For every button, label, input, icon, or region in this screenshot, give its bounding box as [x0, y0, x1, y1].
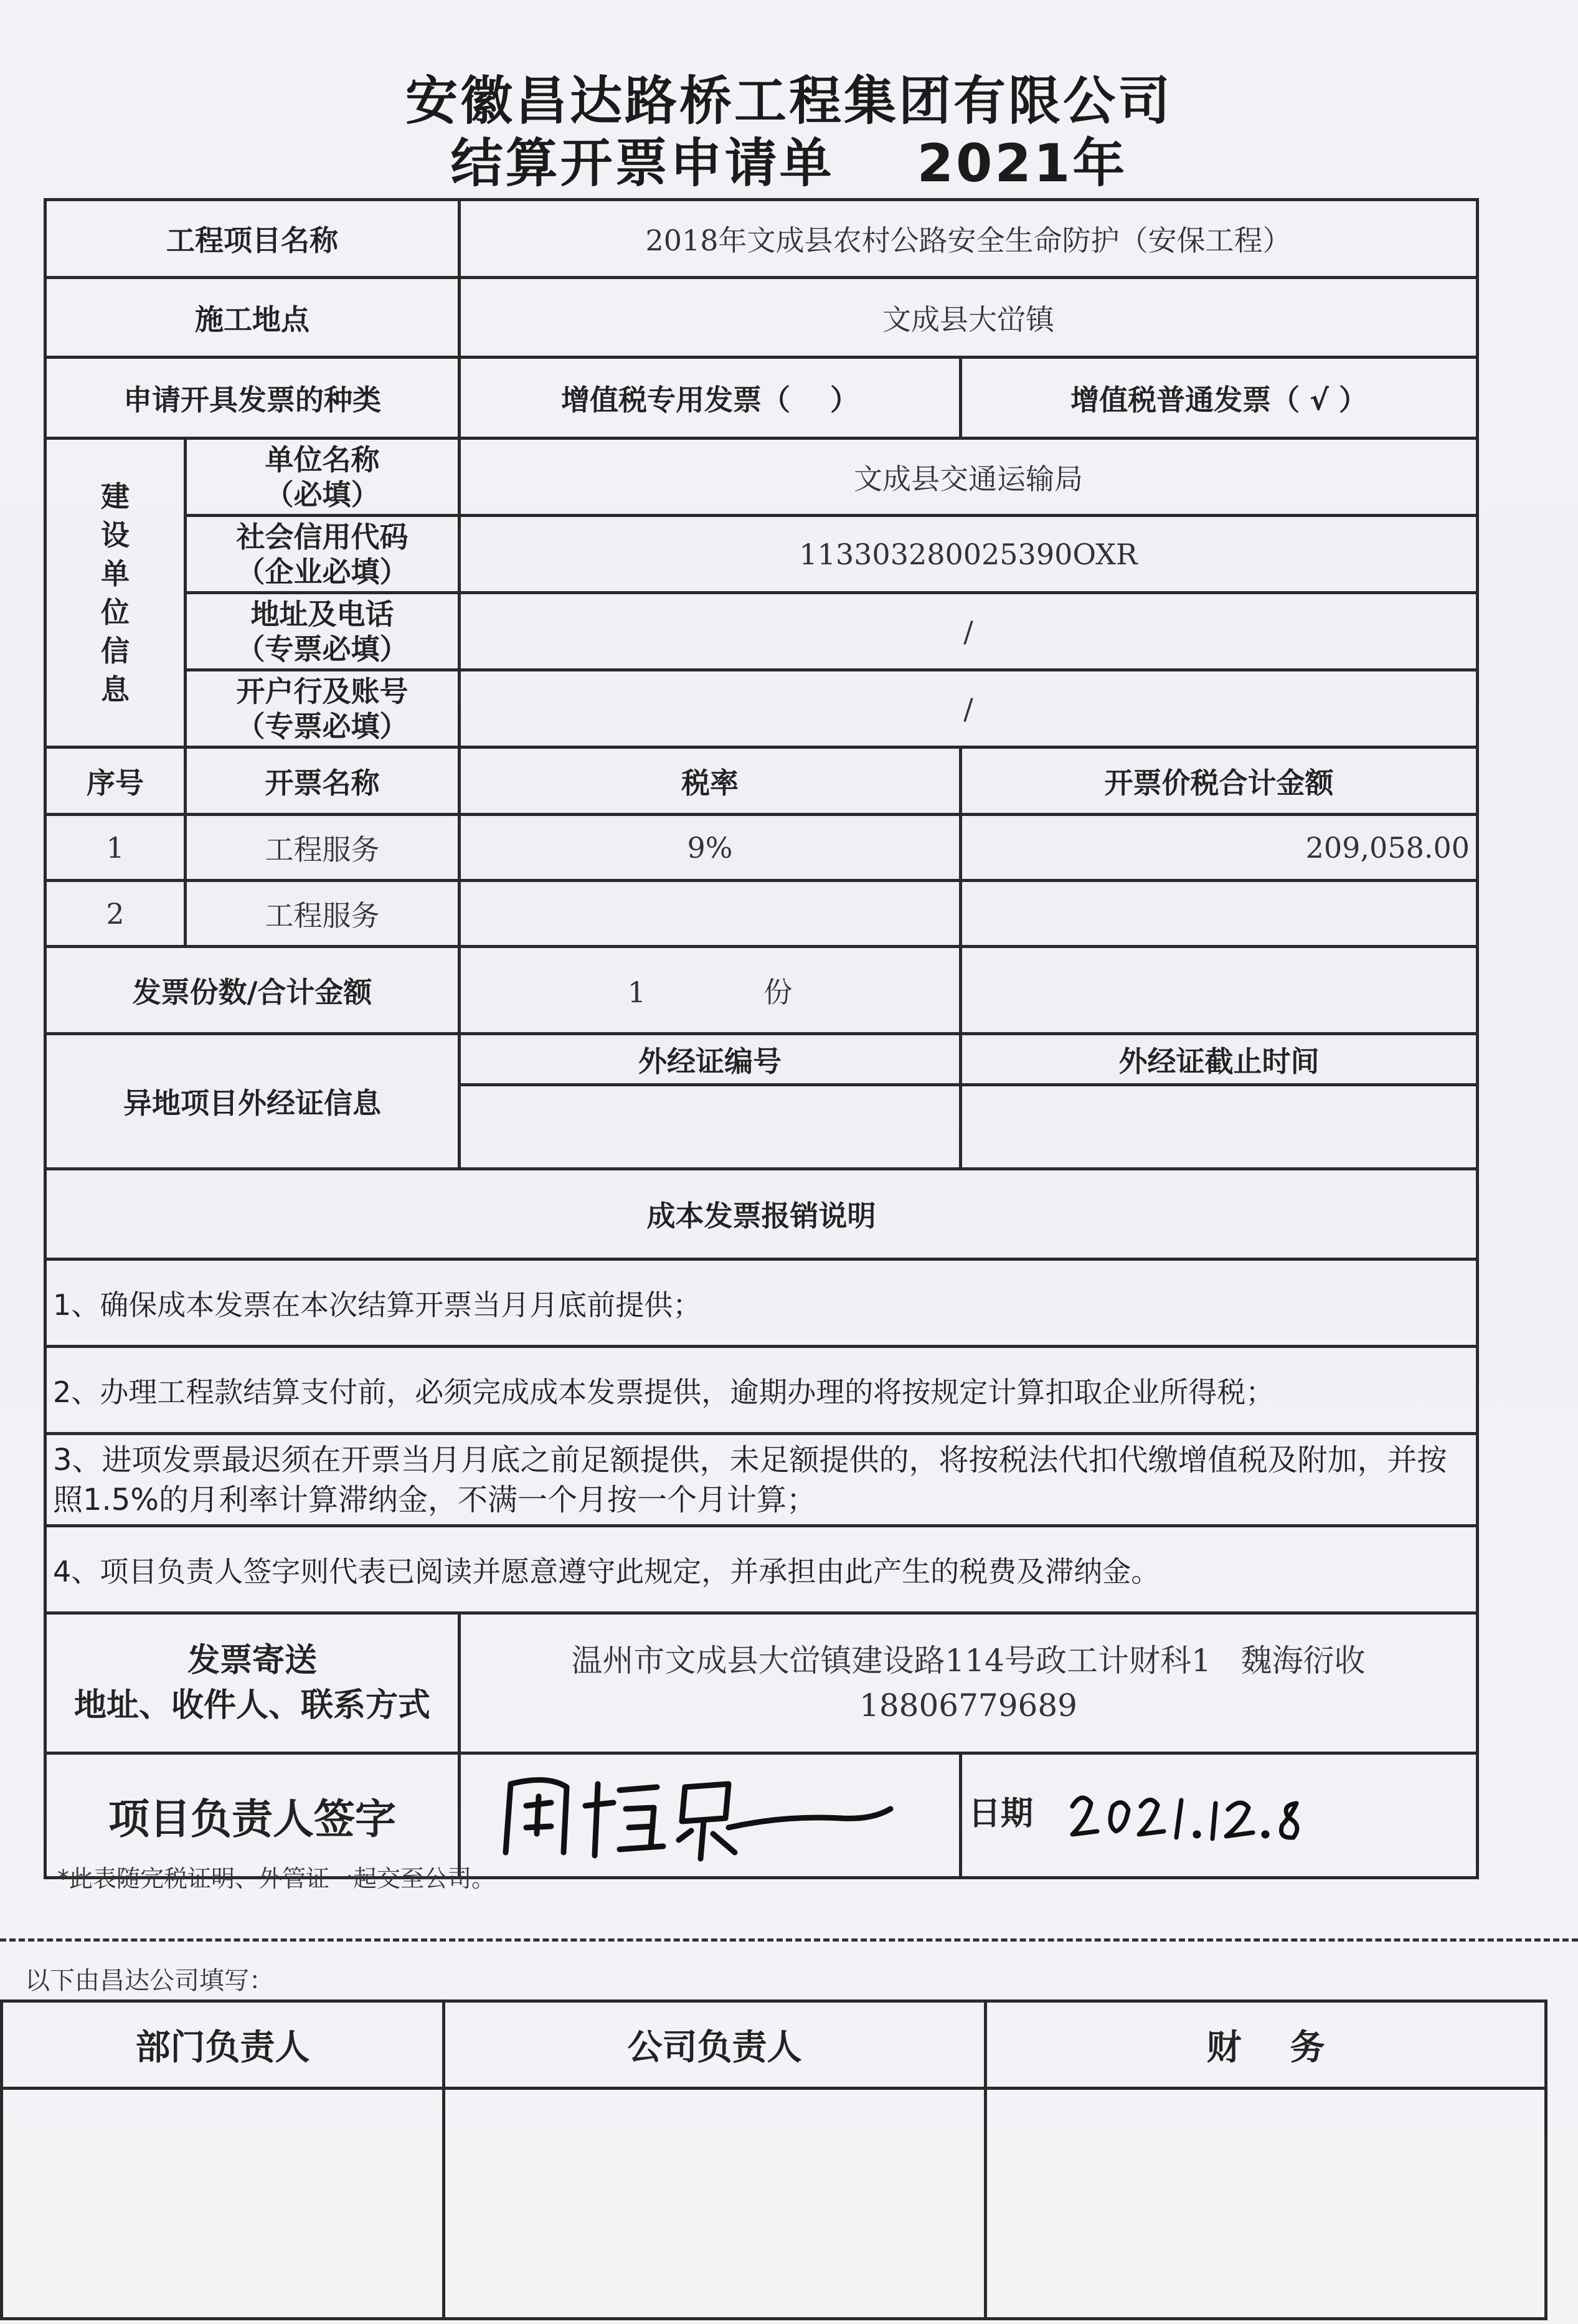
- address-phone-value: /: [460, 593, 1478, 670]
- company-section-intro: 以下由昌达公司填写：: [25, 1966, 274, 1995]
- handwritten-date: [1063, 1781, 1331, 1850]
- table-row: [45, 815, 1478, 881]
- special-invoice-option[interactable]: 增值税专用发票（ ）: [460, 358, 961, 439]
- credit-code-value: 113303280025390OXR: [460, 516, 1478, 593]
- cost-invoice-title-row: [45, 1169, 1478, 1259]
- total-amount-value: [961, 947, 1478, 1034]
- project-name-value: 2018年文成县农村公路安全生命防护（安保工程）: [460, 200, 1478, 278]
- company-title: 安徽昌达路桥工程集团有限公司: [405, 70, 1173, 131]
- mailing-label: 发票寄送 地址、收件人、联系方式: [45, 1613, 460, 1753]
- builder-row-bank: [45, 670, 1478, 747]
- signature-label: 项目负责人签字: [45, 1753, 460, 1878]
- mailing-row: [45, 1613, 1478, 1753]
- footnote: *此表随完税证明、外管证一起交至公司。: [57, 1865, 496, 1892]
- note-row: [45, 1347, 1478, 1434]
- site-label: 施工地点: [45, 278, 460, 358]
- builder-group-label: 建设单位信息: [45, 439, 186, 747]
- handwritten-signature: [492, 1759, 928, 1865]
- project-name-label: 工程项目名称: [45, 200, 460, 278]
- company-approval-table: [0, 1999, 1547, 2320]
- note-2: 2、办理工程款结算支付前，必须完成成本发票提供，逾期办理的将按规定计算扣取企业所得税；: [45, 1347, 1478, 1434]
- note-3: 3、进项发票最迟须在开票当月月底之前足额提供，未足额提供的，将按税法代扣代缴增值税及附加，并按照1.5%的月利率计算滞纳金，不满一个月按一个月计算；: [45, 1434, 1478, 1526]
- builder-row-address: [45, 593, 1478, 670]
- invoice-type-label: 申请开具发票的种类: [45, 358, 460, 439]
- mailing-phone: 18806779689: [859, 1687, 1077, 1724]
- col-header-name: 开票名称: [186, 747, 460, 815]
- mailing-address: 温州市文成县大峃镇建设路114号政工计财科1 魏海衍收: [571, 1643, 1366, 1679]
- col-header-rate: 税率: [460, 747, 961, 815]
- item-name: 工程服务: [186, 815, 460, 881]
- item-amount: 209,058.00: [961, 815, 1478, 881]
- outside-cert-number-label: 外经证编号: [460, 1034, 961, 1085]
- totals-label: 发票份数/合计金额: [45, 947, 460, 1034]
- item-no: 2: [45, 881, 186, 947]
- signature-field[interactable]: [460, 1753, 961, 1878]
- outside-cert-header-row: [45, 1034, 1478, 1085]
- item-rate: [460, 881, 961, 947]
- items-header-row: [45, 747, 1478, 815]
- bank-account-label: 开户行及账号 （专票必填）: [186, 670, 460, 747]
- company-head-header: 公司负责人: [444, 2001, 986, 2089]
- item-amount: [961, 881, 1478, 947]
- site-row: [45, 278, 1478, 358]
- builder-name-label: 单位名称 （必填）: [186, 439, 460, 516]
- item-rate: 9%: [460, 815, 961, 881]
- dept-head-signature-field[interactable]: [2, 2089, 444, 2319]
- invoice-type-row: [45, 358, 1478, 439]
- finance-signature-field[interactable]: [986, 2089, 1546, 2319]
- outside-cert-expiry-value: [961, 1085, 1478, 1169]
- outside-cert-label: 异地项目外经证信息: [45, 1034, 460, 1169]
- invoice-count: [460, 947, 961, 1034]
- invoice-count-unit: 份: [763, 975, 793, 1009]
- credit-code-label: 社会信用代码 （企业必填）: [186, 516, 460, 593]
- approval-header-row: [2, 2001, 1546, 2089]
- application-form: [44, 198, 1479, 1879]
- site-value: 文成县大峃镇: [460, 278, 1478, 358]
- note-1: 1、确保成本发票在本次结算开票当月月底前提供；: [45, 1259, 1478, 1347]
- date-label: 日期: [968, 1795, 1034, 1833]
- outside-cert-expiry-label: 外经证截止时间: [961, 1034, 1478, 1085]
- builder-name-value: 文成县交通运输局: [460, 439, 1478, 516]
- invoice-count-value: 1: [627, 975, 646, 1009]
- tear-line-divider: [0, 1938, 1578, 1942]
- note-row: [45, 1526, 1478, 1613]
- item-no: 1: [45, 815, 186, 881]
- date-field[interactable]: [961, 1753, 1478, 1878]
- project-name-row: [45, 200, 1478, 278]
- company-head-signature-field[interactable]: [444, 2089, 986, 2319]
- mailing-value: [460, 1613, 1478, 1753]
- note-row: [45, 1259, 1478, 1347]
- note-row: [45, 1434, 1478, 1526]
- cost-invoice-title: 成本发票报销说明: [45, 1169, 1478, 1259]
- builder-row-credit: [45, 516, 1478, 593]
- bank-account-value: /: [460, 670, 1478, 747]
- dept-head-header: 部门负责人: [2, 2001, 444, 2089]
- form-title: 结算开票申请单 2021年: [450, 133, 1128, 194]
- finance-header: 财 务: [986, 2001, 1546, 2089]
- builder-row-name: [45, 439, 1478, 516]
- normal-invoice-option[interactable]: 增值税普通发票（ √ ）: [961, 358, 1478, 439]
- col-header-no: 序号: [45, 747, 186, 815]
- note-4: 4、项目负责人签字则代表已阅读并愿意遵守此规定，并承担由此产生的税费及滞纳金。: [45, 1526, 1478, 1613]
- table-row: [45, 881, 1478, 947]
- item-name: 工程服务: [186, 881, 460, 947]
- totals-row: [45, 947, 1478, 1034]
- address-phone-label: 地址及电话 （专票必填）: [186, 593, 460, 670]
- outside-cert-number-value: [460, 1085, 961, 1169]
- approval-sign-row: [2, 2089, 1546, 2319]
- col-header-amount: 开票价税合计金额: [961, 747, 1478, 815]
